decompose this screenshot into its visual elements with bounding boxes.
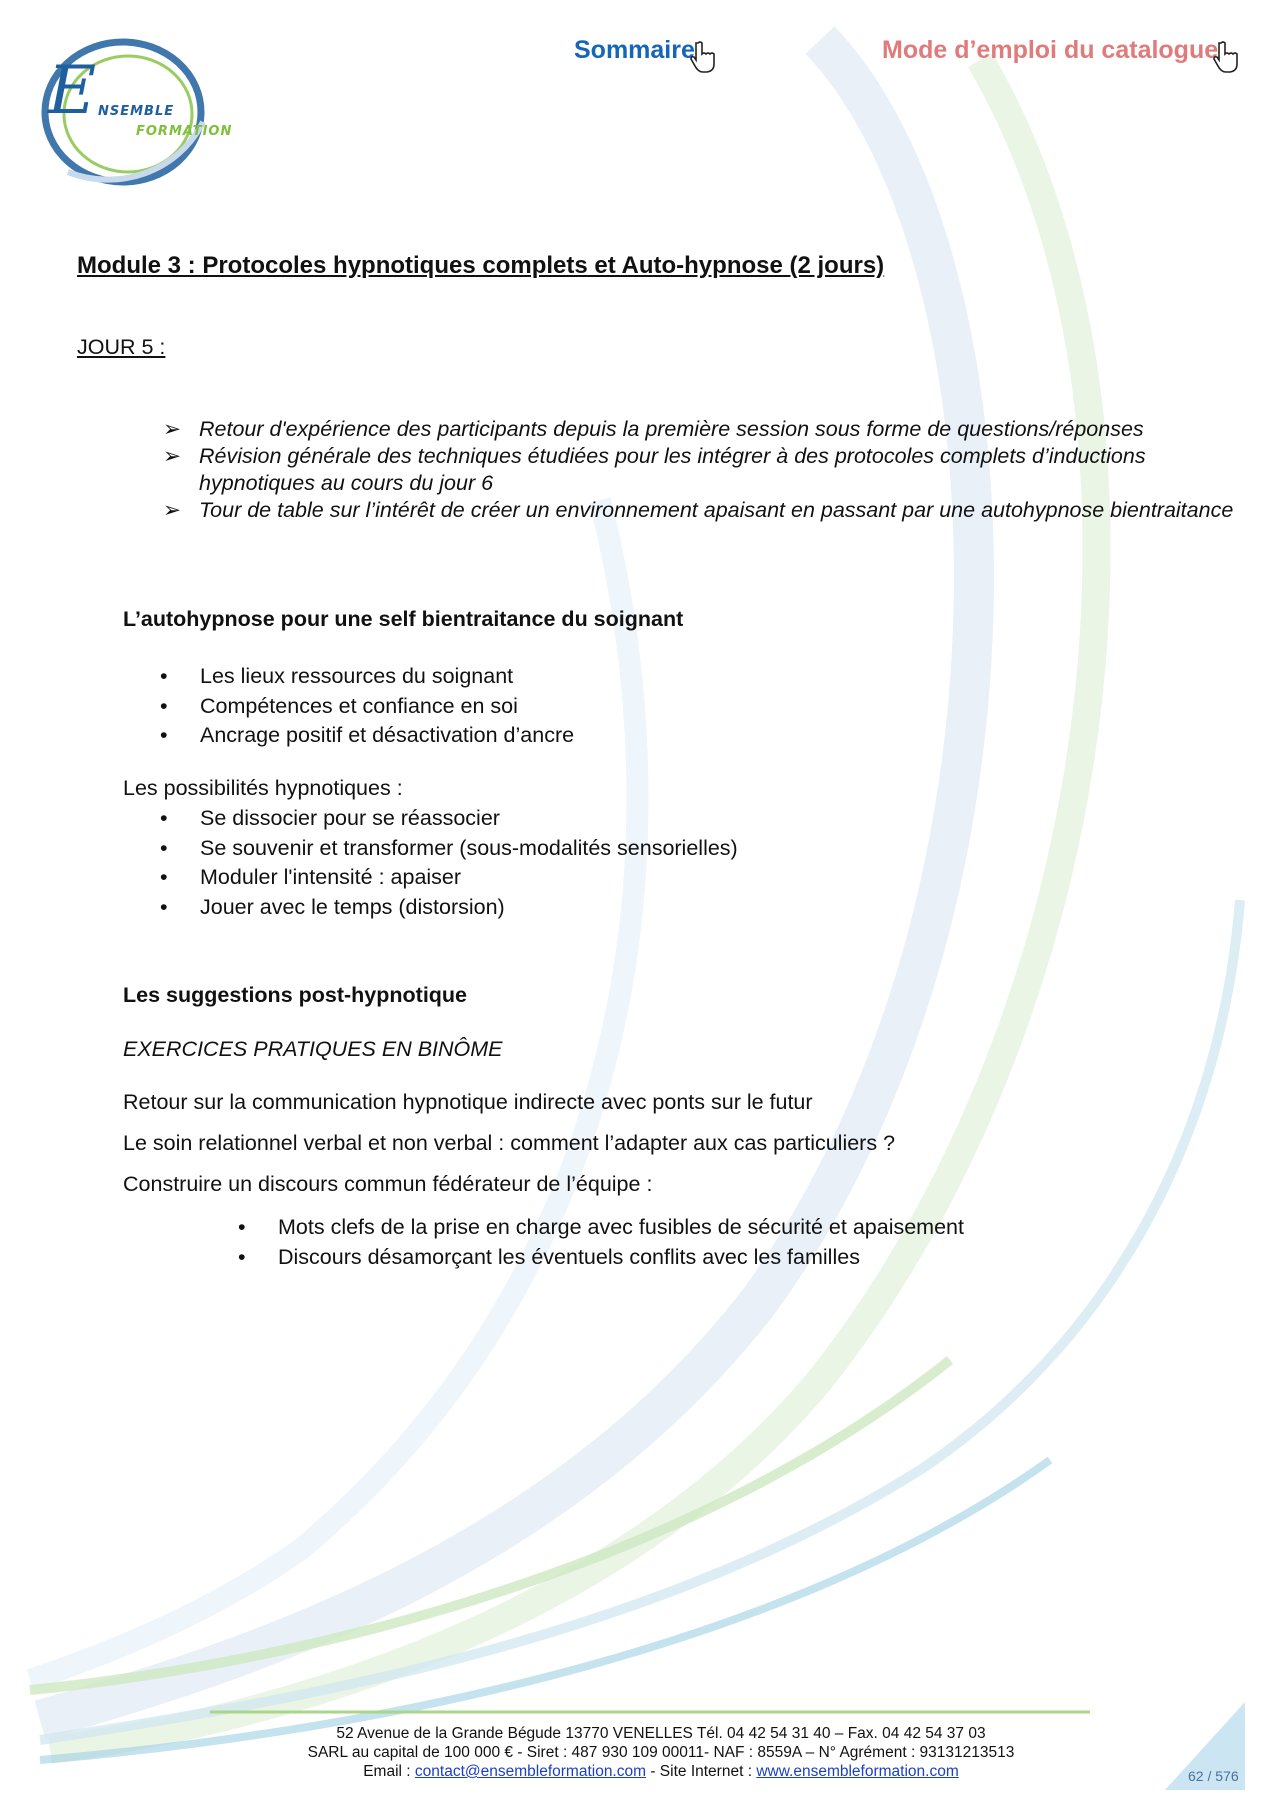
- section-heading: L’autohypnose pour une self bientraitance du soignant: [123, 607, 684, 631]
- footer: [161, 1724, 1161, 1781]
- list-item: • Les lieux ressources du soignant: [160, 662, 1060, 692]
- list-item: • Se dissocier pour se réassocier: [160, 804, 1060, 834]
- day-label: JOUR 5 :: [77, 335, 166, 359]
- logo-line1: NSEMBLE: [98, 104, 175, 119]
- sommaire-label: Sommaire: [574, 35, 695, 64]
- mode-emploi-link[interactable]: [882, 26, 1240, 74]
- list-item: • Discours désamorçant les éventuels conflits avec les familles: [238, 1243, 1138, 1273]
- bullet-dot-icon: •: [160, 664, 168, 688]
- logo-line2: FORMATION: [136, 124, 233, 139]
- bullet-dot-icon: •: [160, 865, 168, 889]
- list-item: ➢ Révision générale des techniques étudiées pour les intégrer à des protocoles complets d’inductions hypnotiques au cours du jour 6: [163, 444, 1146, 495]
- page-number: 62 / 576: [1188, 1768, 1239, 1784]
- mode-emploi-label: Mode d’emploi du catalogue: [882, 35, 1219, 64]
- logo: [28, 22, 238, 192]
- list-item: • Moduler l'intensité : apaiser: [160, 863, 1060, 893]
- arrow-bullet-icon: ➢: [163, 444, 182, 468]
- section-heading: Les suggestions post-hypnotique: [123, 983, 468, 1007]
- bullet-dot-icon: •: [238, 1244, 246, 1269]
- email-link[interactable]: contact@ensembleformation.com: [414, 1763, 647, 1780]
- list-item: • Mots clefs de la prise en charge avec fusibles de sécurité et apaisement: [238, 1213, 1138, 1243]
- bullet-dot-icon: •: [238, 1215, 246, 1239]
- bullet-dot-icon: •: [160, 894, 168, 919]
- section1-list: [160, 662, 1060, 751]
- possibilities-label: Les possibilités hypnotiques :: [123, 776, 403, 800]
- list-item: ➢ Retour d'expérience des participants depuis la première session sous forme de questions/réponses: [163, 417, 1144, 441]
- paragraph: Construire un discours commun fédérateur de l’équipe :: [123, 1172, 653, 1196]
- possibilities-list: [160, 804, 1060, 922]
- pointer-hand-icon: [689, 40, 717, 74]
- arrow-bullet-icon: ➢: [163, 498, 182, 522]
- footer-address: 52 Avenue de la Grande Bégude 13770 VENELLES Tél. 04 42 54 31 40 – Fax. 04 42 54 37 03: [336, 1725, 986, 1742]
- list-item: • Jouer avec le temps (distorsion): [160, 893, 1060, 923]
- logo-initial: E: [48, 52, 97, 129]
- website-link[interactable]: www.ensembleformation.com: [756, 1763, 959, 1780]
- bullet-dot-icon: •: [160, 693, 168, 718]
- discourse-list: [238, 1213, 1138, 1272]
- pointer-hand-icon: [1212, 40, 1240, 74]
- exercises-label: EXERCICES PRATIQUES EN BINÔME: [123, 1037, 503, 1061]
- bullet-dot-icon: •: [160, 723, 168, 747]
- list-item: • Compétences et confiance en soi: [160, 692, 1060, 722]
- objectives-list: [163, 416, 1243, 524]
- list-item: • Ancrage positif et désactivation d’ancre: [160, 721, 1060, 751]
- module-title: Module 3 : Protocoles hypnotiques complets et Auto-hypnose (2 jours): [77, 252, 885, 279]
- bullet-dot-icon: •: [160, 806, 168, 830]
- footer-contact: Email : contact@ensembleformation.com - Site Internet : www.ensembleformation.com: [363, 1763, 959, 1780]
- paragraph: Le soin relationnel verbal et non verbal : comment l’adapter aux cas particuliers ?: [123, 1131, 896, 1155]
- paragraph: Retour sur la communication hypnotique indirecte avec ponts sur le futur: [123, 1090, 813, 1114]
- arrow-bullet-icon: ➢: [163, 417, 182, 441]
- list-item: ➢ Tour de table sur l’intérêt de créer un environnement apaisant en passant par une autohypnose bientraitance: [163, 498, 1234, 522]
- list-item: • Se souvenir et transformer (sous-modalités sensorielles): [160, 834, 1060, 864]
- footer-legal: SARL au capital de 100 000 € - Siret : 487 930 109 00011- NAF : 8559A – N° Agrément : 93131213513: [307, 1744, 1015, 1761]
- sommaire-link[interactable]: [574, 26, 717, 74]
- bullet-dot-icon: •: [160, 835, 168, 860]
